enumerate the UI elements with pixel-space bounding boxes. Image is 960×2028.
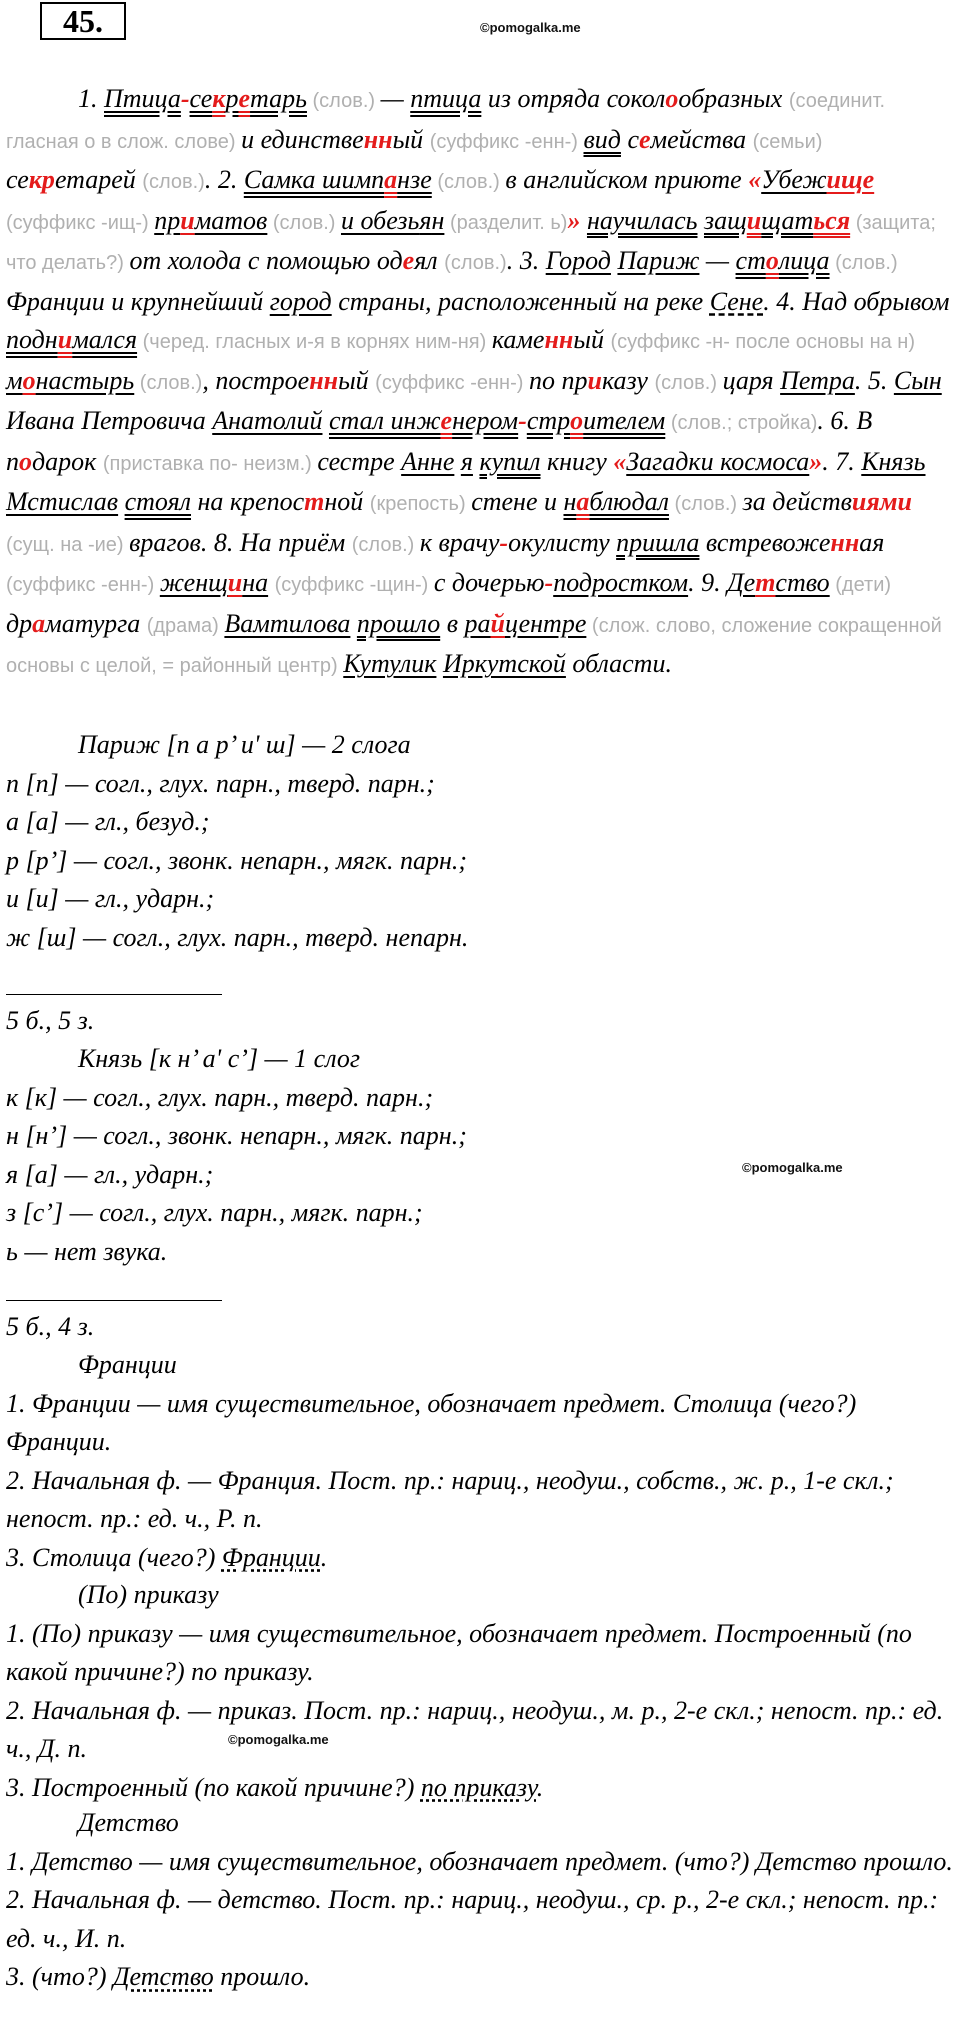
text-segment: дарок <box>32 446 103 476</box>
text-segment: ной <box>324 487 370 516</box>
text-segment: вид <box>583 124 621 154</box>
text-segment: я <box>460 446 473 476</box>
text-segment: казу <box>601 365 655 395</box>
text-segment: и <box>587 365 602 395</box>
text-segment: (суффикс -енн-) <box>429 130 584 153</box>
text-segment: лица <box>778 246 830 275</box>
text-segment: (слов.) <box>444 252 507 274</box>
text-segment: (слов.) <box>654 371 723 394</box>
text-segment: ая <box>859 527 885 557</box>
text-segment: (крепость) <box>369 493 472 515</box>
text-segment: и <box>746 205 762 235</box>
text-segment: , построе <box>202 365 310 395</box>
text-segment: на <box>242 568 269 597</box>
text-segment: от холода с помощью од <box>129 246 403 275</box>
text-segment: (слов.) <box>306 90 381 112</box>
text-segment: и обезь <box>340 205 420 235</box>
text-segment: Иркутской <box>442 649 566 678</box>
text-segment: иями <box>851 487 913 516</box>
text-segment: стр <box>526 406 571 435</box>
morph-line: 1. Франции — имя существительное, обозначает предмет. Столица (чего?) Франции. <box>6 1388 857 1456</box>
morph-line: 2. Начальная ф. — детство. Пост. пр.: нариц., неодуш., ср. р., 2-е скл.; непост. пр.: ед. ч., И. п. <box>6 1885 939 1953</box>
text-segment: м <box>6 365 23 395</box>
text-segment: в <box>440 608 465 638</box>
text-segment: се <box>189 84 213 113</box>
text-segment: царя <box>722 365 781 395</box>
text-segment: а <box>576 487 590 516</box>
text-segment: (слов.) <box>668 493 743 515</box>
exercise-number: 45. <box>40 2 126 40</box>
text-segment: области. <box>565 649 672 678</box>
text-segment: н <box>563 487 577 516</box>
watermark-top: ©pomogalka.me <box>480 20 581 35</box>
phonetic-line: а [а] — гл., безуд.; <box>6 807 210 836</box>
text-segment: щат <box>761 205 814 235</box>
text-segment: и <box>180 205 195 235</box>
text-segment: тарь <box>250 84 307 113</box>
text-segment: (разделит. ь) <box>444 211 568 234</box>
text-segment: мался <box>72 325 138 354</box>
text-segment: (слов.) <box>142 171 205 193</box>
text-segment: ство <box>775 568 830 597</box>
text-segment: Птица <box>104 84 181 113</box>
text-segment: подн <box>6 325 58 354</box>
text-segment: страны, расположенный на реке <box>331 286 710 316</box>
text-segment: ё <box>317 527 329 557</box>
text-segment: научилась <box>586 205 698 235</box>
text-segment: ял <box>414 246 445 275</box>
text-segment: р <box>225 84 239 113</box>
morph-last-suffix: . <box>320 1542 328 1572</box>
text-segment: образных <box>678 84 789 113</box>
text-segment: стоял <box>124 487 191 516</box>
text-segment: нн <box>830 527 860 557</box>
text-segment: встревоже <box>699 527 831 557</box>
text-segment: Кутулик <box>343 649 437 678</box>
phonetic-summary: 5 б., 5 з. <box>6 1006 95 1035</box>
text-segment: 1. <box>78 84 104 113</box>
watermark-bottom: ©pomogalka.me <box>228 1732 329 1747</box>
text-segment: сестре <box>317 446 402 476</box>
text-segment: о <box>570 406 584 435</box>
text-segment: - <box>518 406 527 435</box>
text-segment: защ <box>704 205 747 235</box>
text-segment: книгу <box>540 446 614 476</box>
text-segment: ст <box>735 246 766 275</box>
text-segment: Вамтилова <box>224 608 351 638</box>
text-segment: » <box>567 205 581 235</box>
text-segment: « <box>613 446 627 476</box>
text-segment: » <box>809 446 823 476</box>
morph-last-suffix: прошло. <box>213 1962 311 1991</box>
morph-parse-detstvo <box>6 1804 954 1997</box>
text-segment: пришла <box>616 527 700 557</box>
morph-head: (По) приказу <box>78 1580 219 1609</box>
text-segment: (суффикс -ищ-) <box>6 211 155 234</box>
phonetic-parse-knyaz <box>6 1040 954 1271</box>
text-segment: Сене <box>709 286 764 316</box>
text-segment: . 4. Над обрывом <box>763 286 950 316</box>
text-segment: (сущ. на -ие) <box>6 533 130 556</box>
text-segment: стене и <box>471 487 564 516</box>
text-segment: ый <box>338 365 376 395</box>
text-segment: женщ <box>159 568 228 597</box>
phonetic-line: н [н’] — согл., звонк. непарн., мягк. парн.; <box>6 1121 467 1150</box>
text-segment: — <box>699 246 736 275</box>
text-segment: к <box>212 84 226 113</box>
text-segment: . 9. <box>688 568 728 597</box>
phonetic-line: р [р’] — согл., звонк. непарн., мягк. парн.; <box>6 845 468 875</box>
text-segment: нером <box>452 406 519 435</box>
text-segment: (защита; что делать?) <box>6 211 936 274</box>
morph-line <box>6 1539 954 1578</box>
text-segment: окулисту <box>508 527 610 557</box>
text-segment: в английском приюте <box>505 165 749 194</box>
text-segment: е <box>440 406 453 435</box>
text-segment: Анне <box>401 446 455 476</box>
morph-line: 2. Начальная ф. — Франция. Пост. пр.: нариц., неодуш., собств., ж. р., 1-е скл.; непост. пр.: ед. ч., Р. п. <box>6 1465 894 1533</box>
text-segment: Сын <box>893 365 942 395</box>
separator-line <box>6 994 222 995</box>
text-segment: (слож. слово, сложение сокращенной основы с целой, = районный центр) <box>6 614 942 677</box>
text-segment: ра <box>464 608 491 638</box>
text-segment: Париж <box>617 246 700 275</box>
text-segment: и <box>227 568 243 597</box>
text-segment: из отряда сокол <box>481 84 666 113</box>
text-segment: Анатолий <box>212 406 323 435</box>
text-segment: (слов.) <box>267 211 341 234</box>
text-segment: Франции и крупнейший <box>6 286 270 316</box>
text-segment: Самка шимп <box>243 165 385 194</box>
text-segment: е <box>402 246 415 275</box>
phonetic-title: Князь [к н’ а' с’] — 1 слог <box>78 1044 361 1073</box>
text-segment: (суффикс -н- после основы на н) <box>610 331 916 353</box>
text-segment: е <box>54 165 67 194</box>
morph-last-word: Детство <box>113 1962 214 1991</box>
text-segment: нн <box>309 365 339 395</box>
exercise-text <box>6 80 954 686</box>
watermark-middle: ©pomogalka.me <box>742 1160 843 1175</box>
phonetic-line: з [с’] — согл., глух. парн., мягк. парн.; <box>6 1198 423 1227</box>
text-segment: птица <box>410 84 482 113</box>
text-segment: - <box>499 527 509 557</box>
phonetic-line: я [а] — гл., ударн.; <box>6 1159 214 1189</box>
text-segment: (суффикс -енн-) <box>6 574 160 596</box>
text-segment: . 2. <box>204 165 244 194</box>
text-segment: пр <box>154 205 181 235</box>
text-segment: — <box>380 84 411 113</box>
text-segment: др <box>6 608 33 638</box>
text-segment: т <box>304 487 325 516</box>
separator-line <box>6 1300 222 1301</box>
text-segment: м <box>328 527 352 557</box>
phonetic-line: ь — нет звука. <box>6 1236 168 1266</box>
text-segment: Петра <box>780 365 855 395</box>
phonetic-line: к [к] — согл., глух. парн., тверд. парн.; <box>6 1082 434 1112</box>
text-segment: (семьи) <box>752 130 823 153</box>
text-segment: й <box>490 608 505 638</box>
text-segment: Де <box>727 568 756 597</box>
morph-last-word: по приказу <box>420 1772 537 1802</box>
morph-last-prefix: 3. Столица (чего?) <box>6 1542 222 1572</box>
text-segment: т <box>755 568 776 597</box>
text-segment: Мстислав <box>6 487 119 516</box>
morph-last-prefix: 3. (что?) <box>6 1962 113 1991</box>
morph-last-word: Франции <box>221 1542 321 1572</box>
text-segment: (слов.) <box>351 533 420 556</box>
text-segment: (слов.) <box>431 171 506 193</box>
sentence-paragraph <box>6 80 954 686</box>
text-segment: матов <box>194 205 268 235</box>
text-segment: . 5. <box>854 365 894 395</box>
text-segment: с <box>620 124 639 154</box>
text-segment: с дочерью <box>433 568 545 597</box>
text-segment: н <box>431 205 445 235</box>
text-segment: о <box>665 84 679 113</box>
text-segment: купил <box>479 446 541 476</box>
phonetic-summary: 5 б., 4 з. <box>6 1312 95 1341</box>
text-segment: нзе <box>397 165 432 194</box>
text-segment: . 6. В п <box>6 406 873 476</box>
text-segment: о <box>19 446 32 476</box>
morph-head: Франции <box>78 1350 177 1379</box>
text-segment: (соединит. гласная о в слож. слове) <box>6 90 886 153</box>
text-segment: центре <box>504 608 587 638</box>
text-segment: блюдал <box>589 487 669 516</box>
text-segment: Город <box>545 246 611 275</box>
morph-line <box>6 1958 954 1997</box>
morph-line: 2. Начальная ф. — приказ. Пост. пр.: нариц., неодуш., м. р., 2-е скл.; непост. пр.: ед. ч., Д. п. <box>6 1695 944 1763</box>
text-segment: (черед. гласных и-я в корнях ним-ня) <box>137 331 492 353</box>
text-segment: город <box>269 286 332 316</box>
text-segment: (слов.; стройка) <box>665 412 818 434</box>
morph-last-suffix: . <box>536 1772 544 1802</box>
text-segment: и <box>57 325 73 354</box>
text-segment: настырь <box>35 365 135 395</box>
text-segment: за действ <box>742 487 852 516</box>
text-segment: - <box>180 84 190 113</box>
text-segment: « <box>748 165 762 194</box>
text-segment: о <box>22 365 36 395</box>
morph-parse-prikazu <box>6 1576 954 1807</box>
text-segment: (слов.) <box>134 371 203 394</box>
morph-parse-frantsii <box>6 1346 954 1577</box>
text-segment: (дети) <box>829 574 892 596</box>
text-segment: кр <box>28 165 55 194</box>
text-segment: ителем <box>583 406 666 435</box>
text-segment: стал инж <box>328 406 441 435</box>
text-segment: (приставка по- неизм.) <box>102 452 318 475</box>
text-segment: подростком <box>553 568 689 597</box>
text-segment: Ивана Петровича <box>6 406 213 435</box>
text-segment: к врачу <box>419 527 500 557</box>
text-segment: по пр <box>528 365 588 395</box>
text-segment: (слов.) <box>829 252 898 274</box>
phonetic-title: Париж [п а р’ и' ш] — 2 слога <box>78 730 411 759</box>
text-segment: ище <box>826 165 875 194</box>
text-segment: на крепос <box>191 487 305 516</box>
text-segment: (суффикс -енн-) <box>375 371 529 394</box>
text-segment: матурга <box>45 608 147 638</box>
text-segment: нн <box>544 325 574 354</box>
text-segment: . 3. <box>506 246 546 275</box>
phonetic-line: п [п] — согл., глух. парн., тверд. парн.; <box>6 768 435 798</box>
morph-head: Детство <box>78 1808 179 1837</box>
text-segment: каме <box>491 325 545 354</box>
morph-line: 1. Детство — имя существительное, обозначает предмет. (что?) Детство прошло. <box>6 1846 953 1876</box>
text-segment: нн <box>363 124 393 154</box>
text-segment: а <box>384 165 398 194</box>
text-segment: се <box>6 165 29 194</box>
text-segment: ый <box>392 124 430 154</box>
text-segment: я <box>419 205 432 235</box>
morph-line <box>6 1769 954 1808</box>
phonetic-line: и [и] — гл., ударн.; <box>6 884 215 913</box>
text-segment: Князь <box>861 446 926 476</box>
text-segment: мейства <box>650 124 753 154</box>
text-segment: а <box>32 608 46 638</box>
phonetic-parse-paris <box>6 726 954 957</box>
text-segment: (суффикс -щин-) <box>274 574 434 596</box>
text-segment: . 7. <box>822 446 862 476</box>
text-segment: ься <box>813 205 851 235</box>
text-segment: ый <box>573 325 611 354</box>
text-segment: прошло <box>356 608 441 638</box>
text-segment: - <box>544 568 554 597</box>
text-segment: тарей <box>66 165 143 194</box>
text-segment: врагов. 8. На при <box>129 527 318 557</box>
text-segment: Загадки космоса <box>626 446 810 476</box>
text-segment: о <box>765 246 779 275</box>
text-segment: (драма) <box>146 614 225 637</box>
text-segment: и единстве <box>241 124 364 154</box>
text-segment: е <box>238 84 251 113</box>
morph-last-prefix: 3. Построенный (по какой причине?) <box>6 1772 421 1802</box>
text-segment: Убеж <box>761 165 827 194</box>
text-segment: е <box>639 124 651 154</box>
phonetic-line: ж [ш] — согл., глух. парн., тверд. непарн. <box>6 922 469 952</box>
morph-line: 1. (По) приказу — имя существительное, обозначает предмет. Построенный (по какой причине?) по приказу. <box>6 1618 912 1686</box>
